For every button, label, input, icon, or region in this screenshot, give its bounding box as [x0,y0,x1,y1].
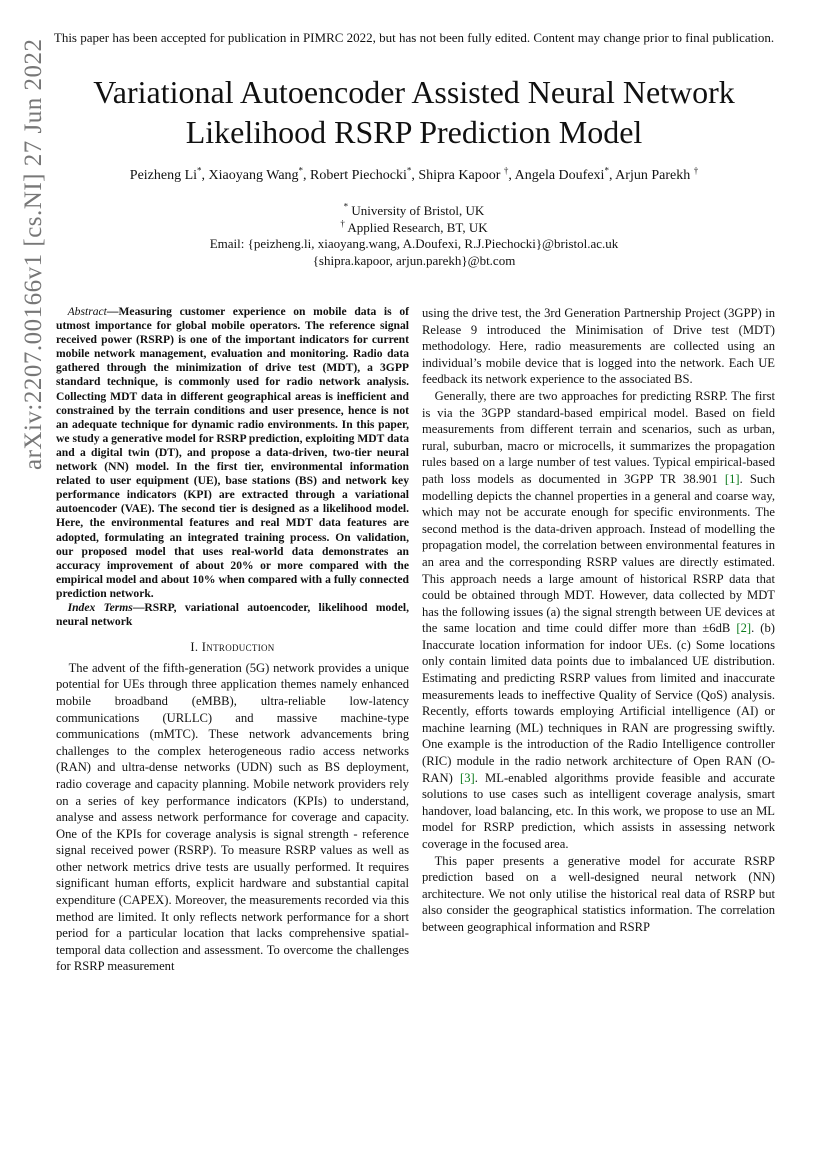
body-paragraph: using the drive test, the 3rd Generation Partnership Project (3GPP) in Release 9 introduced the Minimisation of Drive test (MDT) methodology. Here, radio measurements are collected using an individual’s mobile device that is logged into the network. Each UE feedback its network experience to the associated BS. [422,306,775,387]
index-terms [56,601,409,629]
author: Shipra Kapoor † [418,165,509,183]
author: Peizheng Li* [129,165,202,183]
author: Arjun Parekh † [615,165,699,183]
citation-link[interactable]: [3] [460,770,475,785]
publication-notice: This paper has been accepted for publication in PIMRC 2022, but has not been fully edited. Content may change prior to final publication. [53,30,775,45]
index-terms-label: Index Terms [67,600,133,614]
author: Angela Doufexi* [514,165,609,183]
right-column [422,305,775,936]
index-terms-text: —RSRP, variational autoencoder, likelihood model, neural network [56,600,409,629]
left-column [56,305,409,975]
abstract-label: Abstract [67,305,107,318]
author-list: Peizheng Li*, Xiaoyang Wang*, Robert Piechocki*, Shipra Kapoor †, Angela Doufexi*, Arjun Parekh † [129,165,699,183]
abstract-text: —Measuring customer experience on mobile data is of utmost importance for global mobile operators. The reference signal received power (RSRP) is one of the important indicators for current mobile network management, evaluation and monitoring. Radio data gathered through the minimization of drive test (MDT), a 3GPP standard technique, is commonly used for radio network analysis. Collecting MDT data in different geographical areas is inefficient and constrained by the terrain conditions and user presence, hence is not an adequate technique for dynamic radio environments. In this paper, we study a generative model for RSRP prediction, exploiting MDT data and a digital twin (DT), and propose a data-driven, two-tier neural network (NN) model. In the first tier, environmental information related to user equipment (UE), base stations (BS) and network key performance indicators (KPI) are extracted through a variational autoencoder (VAE). The second tier is designed as a likelihood model. Here, the environmental features and real MDT data features are adopted, formulating an integrated training process. On validation, our proposed model that uses real-world data demonstrates an accuracy improvement of about 20% or more compared with the empirical model and about 10% when compared with a fully connected prediction network. [56,305,409,600]
author: Robert Piechocki* [310,165,412,183]
intro-paragraph: The advent of the fifth-generation (5G) network provides a unique potential for UEs through three application themes namely enhanced mobile broadband (eMBB), ultra-reliable low-latency communications (URLLC) and massive machine-type communications (mMTC). These network advancements bring challenges to the complex heterogeneous radio access networks (RAN) and ultra-dense networks (UDN) such as BS deployment, radio coverage and capacity planning. Mobile network providers rely on a series of key performance indicators (KPIs) to understand, analyse and assess network performance for coverage and capacity. One of the KPIs for coverage analysis is signal strength - reference signal received power (RSRP). To measure RSRP values as well as other network metrics drive tests are usually performed. It requires significant human efforts, explicit hardware and substantial capital expenditure (CAPEX). Moreover, the measurements recorded via this method are limited. It only reflects network performance for a short period for a particular location that lacks comprehensive spatial-temporal data collection and assessment. To overcome the challenges for RSRP measurement [56,660,409,974]
citation-link[interactable]: [1] [724,471,740,486]
author: Xiaoyang Wang* [208,165,304,183]
section-heading: I. Introduction [190,640,275,655]
affiliations [0,203,828,269]
email-bristol: Email: {peizheng.li, xiaoyang.wang, A.Doufexi, R.J.Piechocki}@bristol.ac.uk [209,236,619,251]
affiliation-bt: † Applied Research, BT, UK [340,218,488,235]
body-paragraph: This paper presents a generative model for accurate RSRP prediction based on a well-designed neural network (NN) architecture. We not only utilise the historical real data of RSRP but also consider the geographical statistics information. The correlation between geographical information and RSRP [422,853,775,934]
paper-title [40,72,788,152]
title-line-2: Likelihood RSRP Prediction Model [185,114,643,150]
abstract [56,305,409,601]
email-bt: {shipra.kapoor, arjun.parekh}@bt.com [312,252,516,268]
citation-link[interactable]: [2] [736,621,752,636]
affiliation-bristol: * University of Bristol, UK [343,201,485,218]
arxiv-stamp: arXiv:2207.00166v1 [cs.NI] 27 Jun 2022 [20,38,47,470]
body-paragraph: Generally, there are two approaches for predicting RSRP. The first is via the 3GPP standard-based empirical model. Based on field measurements from different terrain and scenarios, such as urban, rural, suburban, macro or microcells, it summarizes the propagation rules based on a large number of test values. Typical empirical-based path loss models as documented in 3GPP TR 38.901 [1]. Such modelling depicts the channel properties in a general and coarse way, which may not be accurate enough for specific environments. The second method is the data-driven approach. Instead of modelling the propagation model, the correlation between environmental features in an area and the corresponding RSRP values are directly estimated. This approach needs a large amount of historical RSRP data that could be obtained through MDT. However, data collected by MDT has the following issues (a) the signal strength between UE devices at the same location and time could differ more than ±6dB [2]. (b) Inaccurate location information for indoor UEs. (c) Some locations only contain limited data points due to imbalanced UE distribution. Estimating and predicting RSRP values from limited and inaccurate measurements leads to ineffective Quality of Service (QoS) analysis. Recently, efforts towards employing Artificial intelligence (AI) or machine learning (ML) techniques in RAN are progressing swiftly. One example is the introduction of the Radio Intelligence controller (RIC) module in the radio network architecture of Open RAN (O-RAN) [3]. ML-enabled algorithms provide feasible and accurate solutions to use cases such as intelligent coverage analysis, smart handover, load balancing, etc. In this work, we propose to use an ML model for RSRP prediction, which assists in assessing network coverage in the focused area. [422,388,776,851]
title-line-1: Variational Autoencoder Assisted Neural Network [93,74,735,110]
